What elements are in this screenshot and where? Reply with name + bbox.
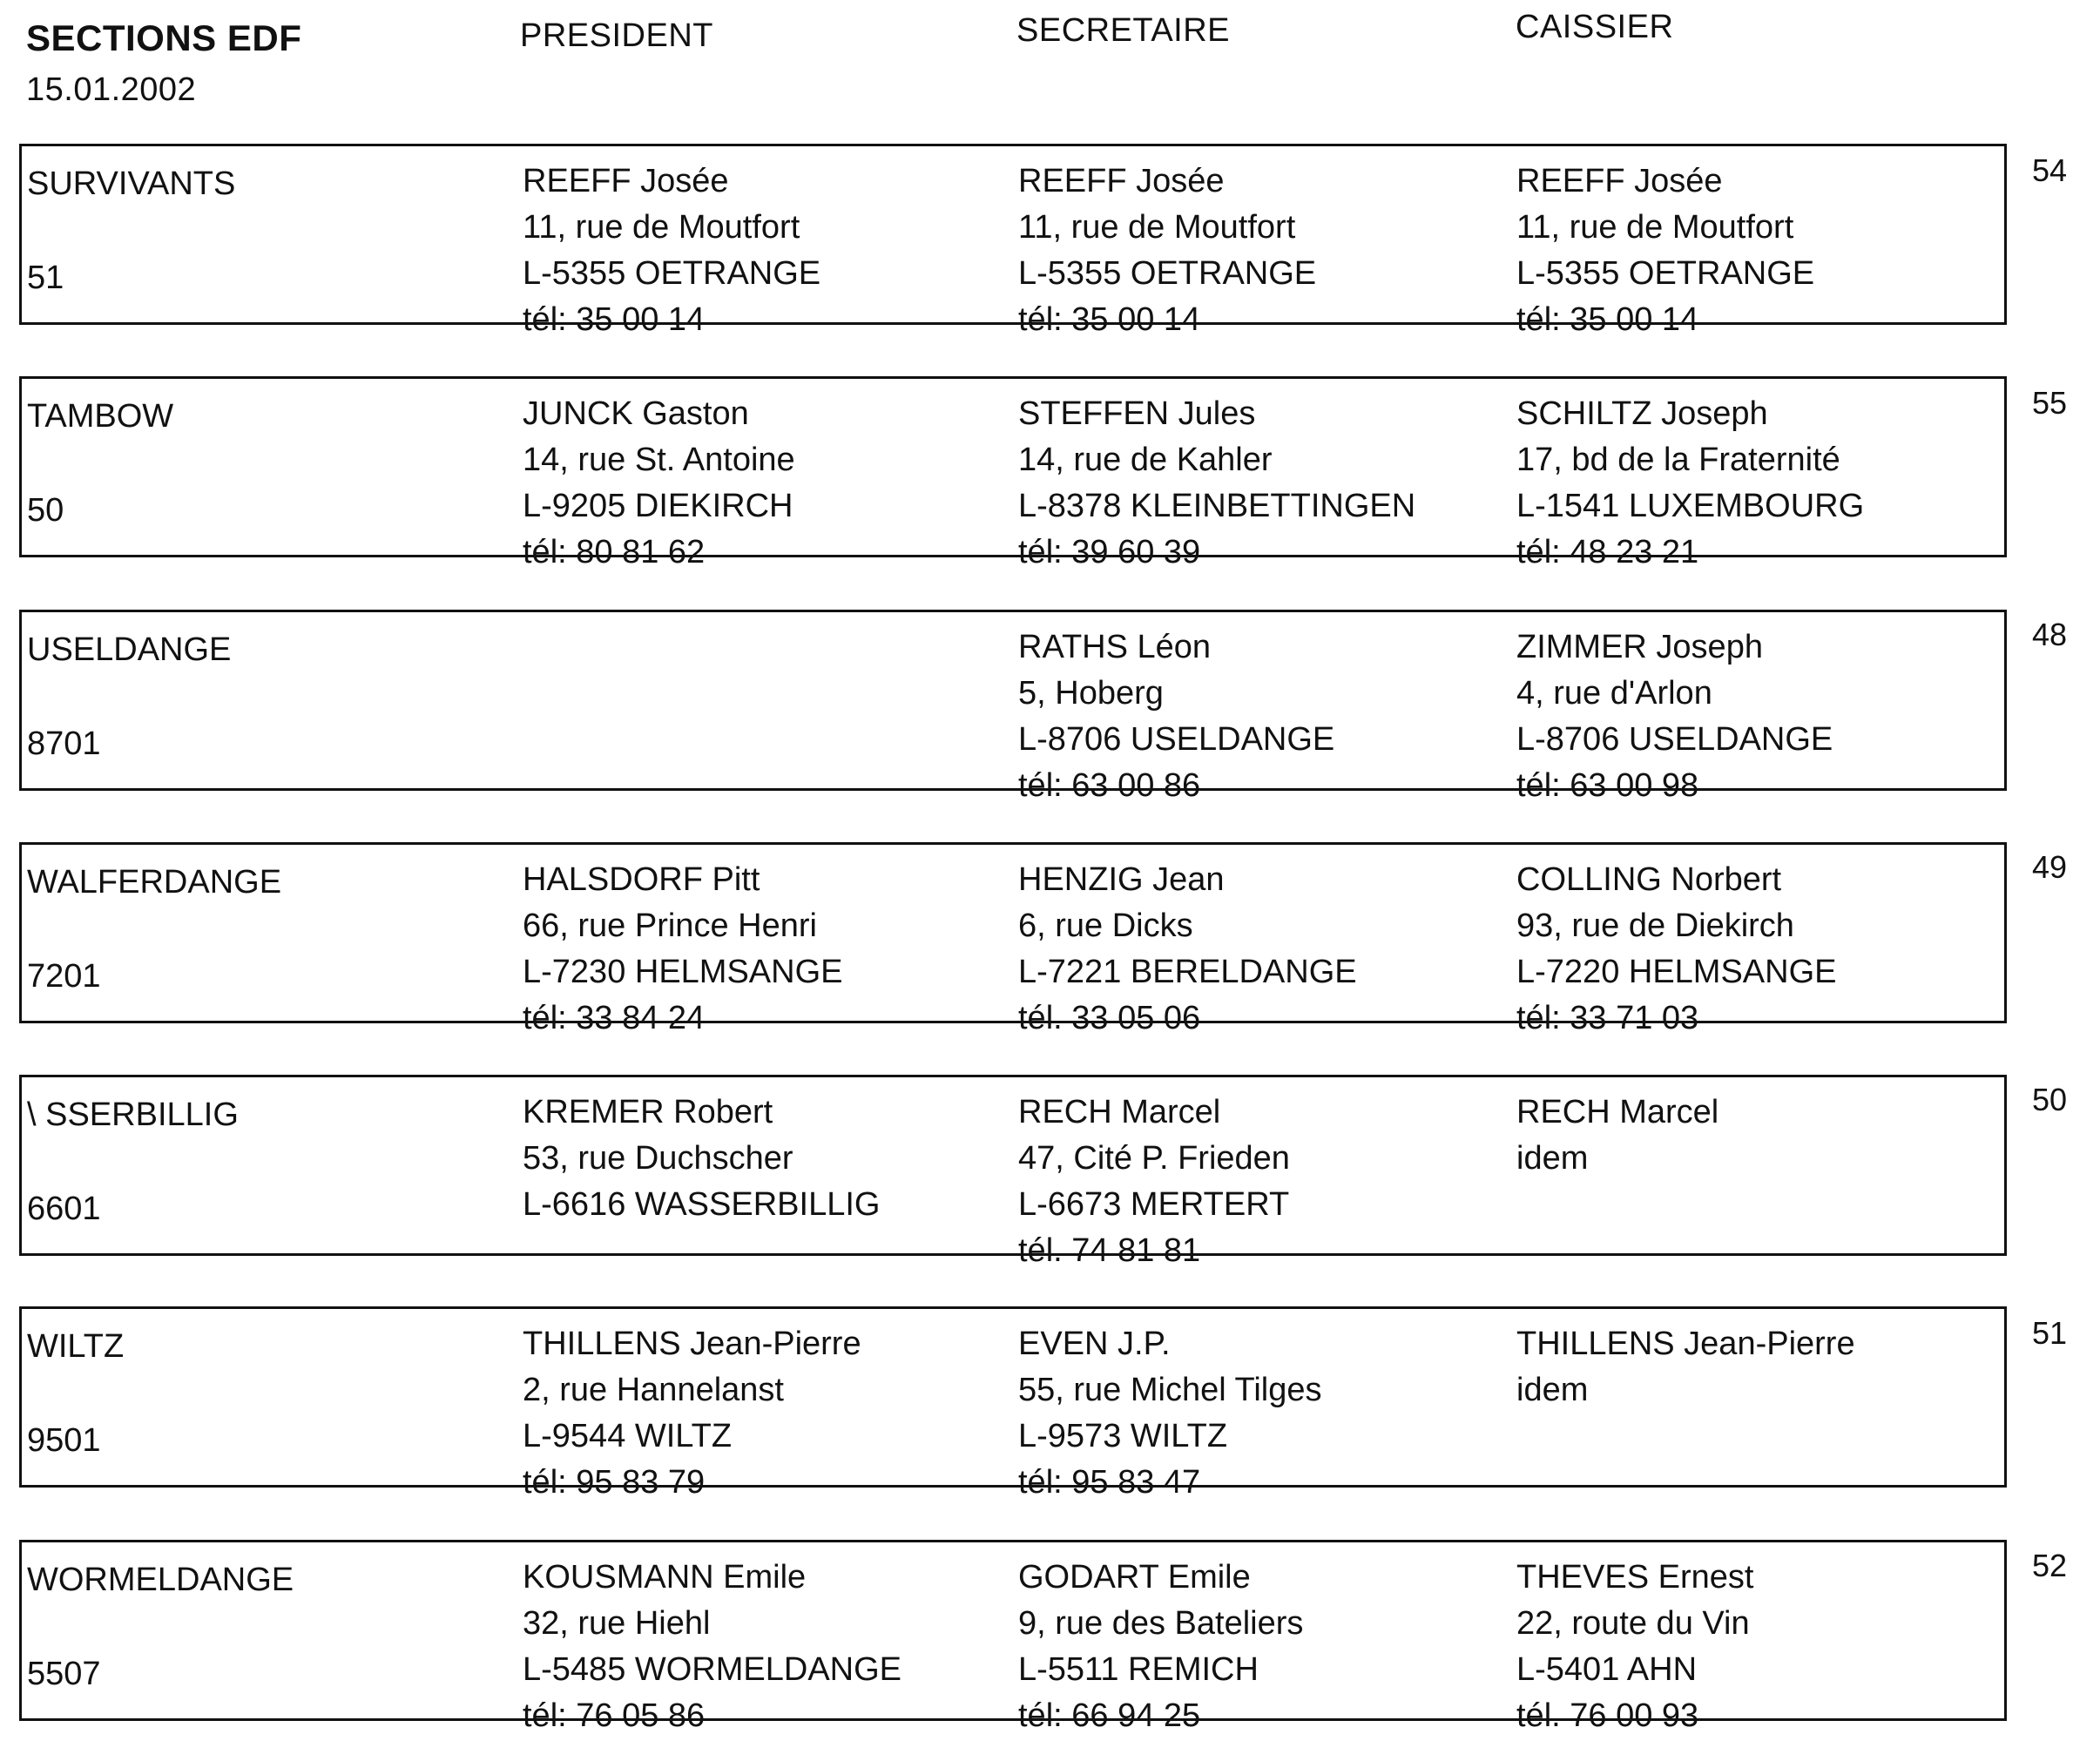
document-title: SECTIONS EDF [26, 17, 302, 58]
contact-street: 47, Cité P. Frieden [1018, 1140, 1290, 1177]
contact-phone: tél: 48 23 21 [1516, 534, 1699, 570]
secretaire-contact [1018, 1321, 1322, 1506]
contact-street: 14, rue de Kahler [1018, 442, 1273, 478]
contact-phone: tél: 39 60 39 [1018, 534, 1201, 570]
contact-name: GODART Emile [1018, 1559, 1251, 1596]
contact-phone: tél: 95 83 79 [523, 1464, 706, 1501]
section-name: USELDANGE [27, 631, 232, 668]
contact-name: THILLENS Jean-Pierre [523, 1326, 861, 1362]
section-page-number: 51 [2032, 1315, 2068, 1351]
contact-name: EVEN J.P. [1018, 1326, 1171, 1362]
section-page-number: 55 [2032, 385, 2068, 421]
contact-city: L-6673 MERTERT [1018, 1186, 1290, 1223]
section-page-number: 49 [2032, 849, 2068, 885]
contact-phone: tél. 33 05 06 [1018, 1000, 1201, 1036]
contact-city: L-6616 WASSERBILLIG [523, 1186, 881, 1223]
contact-street: 22, route du Vin [1516, 1605, 1750, 1642]
contact-name: HALSDORF Pitt [523, 861, 760, 898]
secretaire-contact [1018, 159, 1316, 343]
contact-name: RATHS Léon [1018, 629, 1212, 665]
contact-street: 32, rue Hiehl [523, 1605, 711, 1642]
caissier-contact [1516, 159, 1814, 343]
contact-name: HENZIG Jean [1018, 861, 1225, 898]
president-contact [523, 857, 843, 1042]
contact-name: ZIMMER Joseph [1516, 629, 1763, 665]
contact-city: L-5355 OETRANGE [523, 255, 821, 292]
contact-street: 11, rue de Moutfort [1516, 209, 1794, 246]
contact-phone: tél. 74 81 81 [1018, 1232, 1201, 1269]
contact-street: 55, rue Michel Tilges [1018, 1372, 1322, 1408]
contact-street: 11, rue de Moutfort [523, 209, 800, 246]
section-code: 5507 [27, 1656, 101, 1692]
contact-name: RECH Marcel [1516, 1094, 1719, 1130]
contact-city: L-5485 WORMELDANGE [523, 1651, 902, 1688]
contact-name: COLLING Norbert [1516, 861, 1782, 898]
section-page-number: 50 [2032, 1082, 2068, 1117]
section-page-number: 48 [2032, 617, 2068, 652]
section-name: TAMBOW [27, 398, 174, 435]
contact-city: L-7221 BERELDANGE [1018, 954, 1357, 990]
contact-city: L-7220 HELMSANGE [1516, 954, 1837, 990]
contact-phone: tél: 63 00 86 [1018, 767, 1201, 804]
contact-city: L-9205 DIEKIRCH [523, 488, 793, 524]
contact-phone: tél: 80 81 62 [523, 534, 706, 570]
contact-phone: tél: 95 83 47 [1018, 1464, 1201, 1501]
contact-phone: tél: 63 00 98 [1516, 767, 1699, 804]
contact-city: L-7230 HELMSANGE [523, 954, 843, 990]
section-page-number: 52 [2032, 1548, 2068, 1583]
column-header-president: PRESIDENT [520, 17, 713, 54]
section-box [19, 376, 2007, 570]
president-contact [523, 1090, 880, 1228]
contact-city: L-5355 OETRANGE [1516, 255, 1815, 292]
president-contact [523, 391, 795, 576]
contact-city: L-8706 USELDANGE [1516, 721, 1833, 758]
contact-phone: tél: 35 00 14 [1516, 301, 1699, 338]
contact-name: JUNCK Gaston [523, 395, 749, 432]
contact-street: 9, rue des Bateliers [1018, 1605, 1304, 1642]
contact-street: 11, rue de Moutfort [1018, 209, 1296, 246]
secretaire-contact [1018, 1090, 1290, 1274]
contact-phone: tél. 76 00 93 [1516, 1697, 1699, 1734]
section-box [19, 610, 2007, 804]
contact-city: L-5355 OETRANGE [1018, 255, 1317, 292]
section-name: SURVIVANTS [27, 165, 236, 202]
contact-name: THEVES Ernest [1516, 1559, 1754, 1596]
section-box [19, 1540, 2007, 1734]
caissier-contact [1516, 624, 1833, 809]
contact-street: idem [1516, 1372, 1589, 1408]
contact-street: 53, rue Duchscher [523, 1140, 793, 1177]
secretaire-contact [1018, 857, 1357, 1042]
caissier-contact [1516, 1321, 1855, 1414]
section-box [19, 144, 2007, 338]
section-code: 7201 [27, 958, 101, 995]
contact-name: THILLENS Jean-Pierre [1516, 1326, 1855, 1362]
secretaire-contact [1018, 624, 1334, 809]
contact-street: 6, rue Dicks [1018, 907, 1193, 944]
caissier-contact [1516, 391, 1864, 576]
contact-phone: tél: 35 00 14 [523, 301, 706, 338]
secretaire-contact [1018, 391, 1415, 576]
section-name: WALFERDANGE [27, 864, 282, 901]
caissier-contact [1516, 1090, 1718, 1182]
contact-street: 14, rue St. Antoine [523, 442, 795, 478]
section-box [19, 1075, 2007, 1269]
contact-phone: tél: 35 00 14 [1018, 301, 1201, 338]
contact-name: RECH Marcel [1018, 1094, 1221, 1130]
section-page-number: 54 [2032, 152, 2068, 188]
section-name: WORMELDANGE [27, 1562, 294, 1598]
contact-phone: tél: 76 05 86 [523, 1697, 706, 1734]
contact-street: 66, rue Prince Henri [523, 907, 817, 944]
contact-phone: tél: 33 84 24 [523, 1000, 706, 1036]
column-header-caissier: CAISSIER [1516, 9, 1674, 45]
contact-street: 17, bd de la Fraternité [1516, 442, 1840, 478]
contact-name: SCHILTZ Joseph [1516, 395, 1768, 432]
column-header-secretaire: SECRETAIRE [1016, 12, 1231, 49]
contact-phone: tél: 33 71 03 [1516, 1000, 1699, 1036]
contact-name: REEFF Josée [1516, 163, 1723, 199]
section-name: WILTZ [27, 1328, 125, 1365]
secretaire-contact [1018, 1555, 1303, 1739]
contact-street: idem [1516, 1140, 1589, 1177]
contact-street: 93, rue de Diekirch [1516, 907, 1794, 944]
contact-phone: tél: 66 94 25 [1018, 1697, 1201, 1734]
section-code: 8701 [27, 725, 101, 762]
section-code: 50 [27, 492, 64, 529]
section-name: \ SSERBILLIG [27, 1096, 239, 1133]
contact-city: L-8378 KLEINBETTINGEN [1018, 488, 1416, 524]
contact-city: L-9573 WILTZ [1018, 1418, 1228, 1454]
section-box [19, 842, 2007, 1036]
contact-name: REEFF Josée [523, 163, 729, 199]
contact-street: 4, rue d'Arlon [1516, 675, 1712, 712]
president-contact [523, 1555, 901, 1739]
contact-city: L-8706 USELDANGE [1018, 721, 1335, 758]
contact-street: 2, rue Hannelanst [523, 1372, 784, 1408]
contact-city: L-5511 REMICH [1018, 1651, 1259, 1688]
contact-city: L-5401 AHN [1516, 1651, 1698, 1688]
document-date: 15.01.2002 [26, 71, 197, 108]
section-code: 9501 [27, 1422, 101, 1459]
section-code: 6601 [27, 1191, 101, 1227]
contact-name: KREMER Robert [523, 1094, 773, 1130]
president-contact [523, 159, 820, 343]
section-box [19, 1306, 2007, 1501]
contact-name: KOUSMANN Emile [523, 1559, 807, 1596]
contact-name: REEFF Josée [1018, 163, 1225, 199]
section-code: 51 [27, 260, 64, 296]
contact-street: 5, Hoberg [1018, 675, 1164, 712]
president-contact [523, 1321, 861, 1506]
caissier-contact [1516, 857, 1837, 1042]
contact-name: STEFFEN Jules [1018, 395, 1256, 432]
contact-city: L-1541 LUXEMBOURG [1516, 488, 1865, 524]
contact-city: L-9544 WILTZ [523, 1418, 733, 1454]
caissier-contact [1516, 1555, 1753, 1739]
